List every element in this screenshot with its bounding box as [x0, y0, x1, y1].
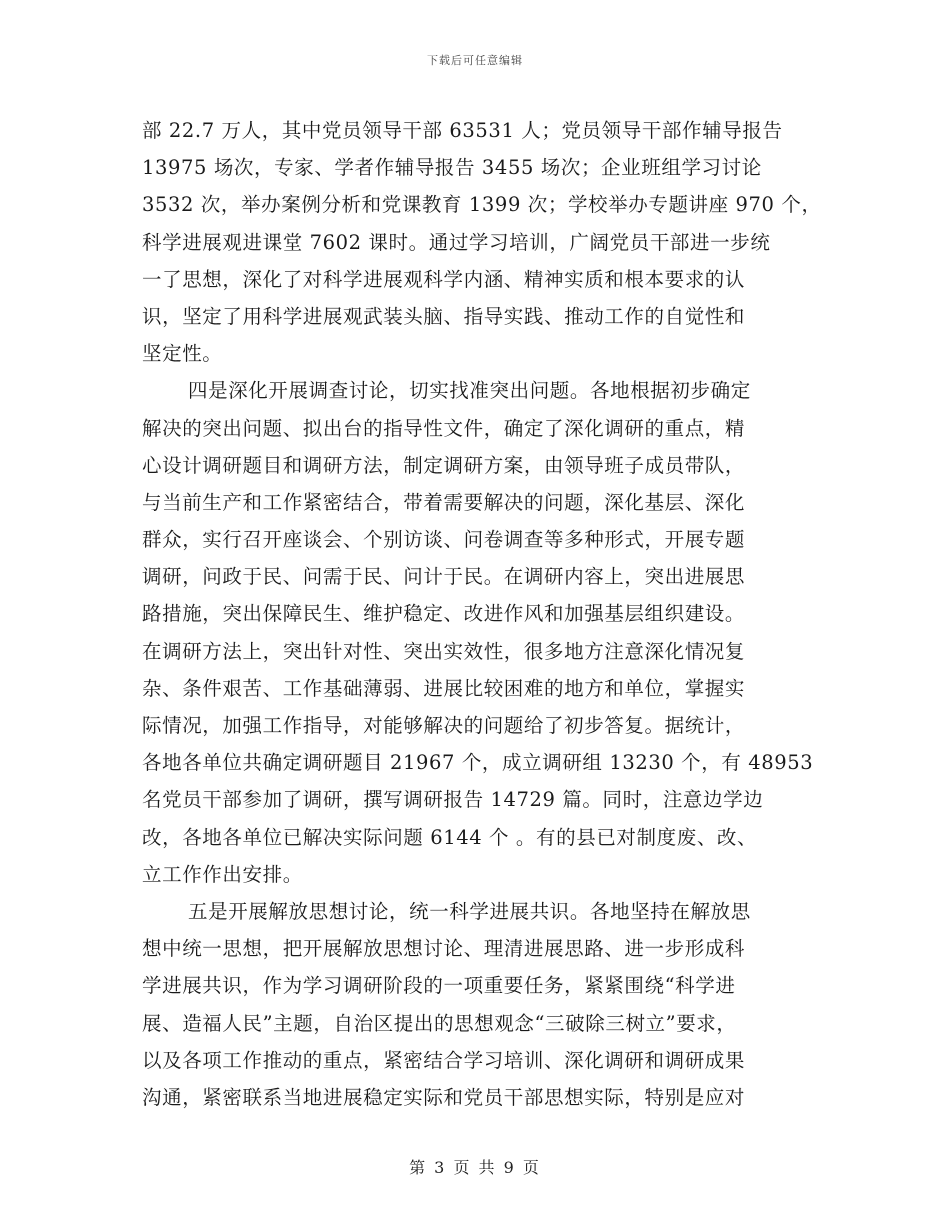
text-line: 沟通，紧密联系当地进展稳定实际和党员干部思想实际，特别是应对	[142, 1085, 746, 1109]
text-line: 杂、条件艰苦、工作基础薄弱、进展比较困难的地方和单位，掌握实	[142, 676, 746, 700]
text-line: 坚定性。	[142, 342, 223, 366]
text-line: 调研，问政于民、问需于民、问计于民。在调研内容上，突出进展思	[142, 565, 746, 589]
text-line: 部 22.7 万人，其中党员领导干部 63531 人；党员领导干部作辅导报告	[142, 119, 783, 142]
document-body	[142, 112, 822, 1116]
page-number-footer: 第 3 页 共 9 页	[409, 1158, 541, 1177]
page-header: 下载后可任意编辑	[427, 54, 523, 67]
text-line: 与当前生产和工作紧密结合，带着需要解决的问题，深化基层、深化	[142, 490, 746, 514]
text-line: 立工作作出安排。	[142, 862, 303, 886]
text-line: 科学进展观进课堂 7602 课时。通过学习培训，广阔党员干部进一步统	[142, 230, 771, 254]
text-line: 展、造福人民”主题，自治区提出的思想观念“三破除三树立”要求，	[142, 1011, 737, 1035]
paragraph-first-line: 五是开展解放思想讨论，统一科学进展共识。各地坚持在解放思	[188, 899, 751, 923]
text-line: 以及各项工作推动的重点，紧密结合学习培训、深化调研和调研成果	[142, 1048, 746, 1072]
text-line: 识，坚定了用科学进展观武装头脑、指导实践、推动工作的自觉性和	[142, 304, 746, 328]
text-line: 学进展共识，作为学习调研阶段的一项重要任务，紧紧围绕“科学进	[142, 974, 736, 998]
text-line: 一了思想，深化了对科学进展观科学内涵、精神实质和根本要求的认	[142, 267, 746, 291]
text-line: 解决的突出问题、拟出台的指导性文件，确定了深化调研的重点，精	[142, 416, 746, 440]
text-line: 心设计调研题目和调研方法，制定调研方案，由领导班子成员带队，	[142, 453, 746, 477]
text-line: 路措施，突出保障民生、维护稳定、改进作风和加强基层组织建设。	[142, 602, 746, 626]
text-line: 各地各单位共确定调研题目 21967 个，成立调研组 13230 个，有 48953	[142, 751, 814, 775]
text-line: 改，各地各单位已解决实际问题 6144 个 。有的县已对制度废、改、	[142, 825, 758, 849]
text-line: 际情况，加强工作指导，对能够解决的问题给了初步答复。据统计，	[142, 714, 746, 737]
text-line: 名党员干部参加了调研，撰写调研报告 14729 篇。同时，注意边学边	[142, 788, 764, 812]
text-line: 13975 场次，专家、学者作辅导报告 3455 场次；企业班组学习讨论	[142, 156, 762, 180]
text-line: 想中统一思想，把开展解放思想讨论、理清进展思路、进一步形成科	[142, 937, 746, 961]
text-line: 3532 次，举办案例分析和党课教育 1399 次；学校举办专题讲座 970 个，	[142, 193, 822, 217]
text-line: 群众，实行召开座谈会、个别访谈、问卷调查等多种形式，开展专题	[142, 528, 746, 552]
text-line: 在调研方法上，突出针对性、突出实效性，很多地方注意深化情况复	[142, 639, 746, 663]
paragraph-first-line: 四是深化开展调查讨论，切实找准突出问题。各地根据初步确定	[188, 379, 751, 403]
